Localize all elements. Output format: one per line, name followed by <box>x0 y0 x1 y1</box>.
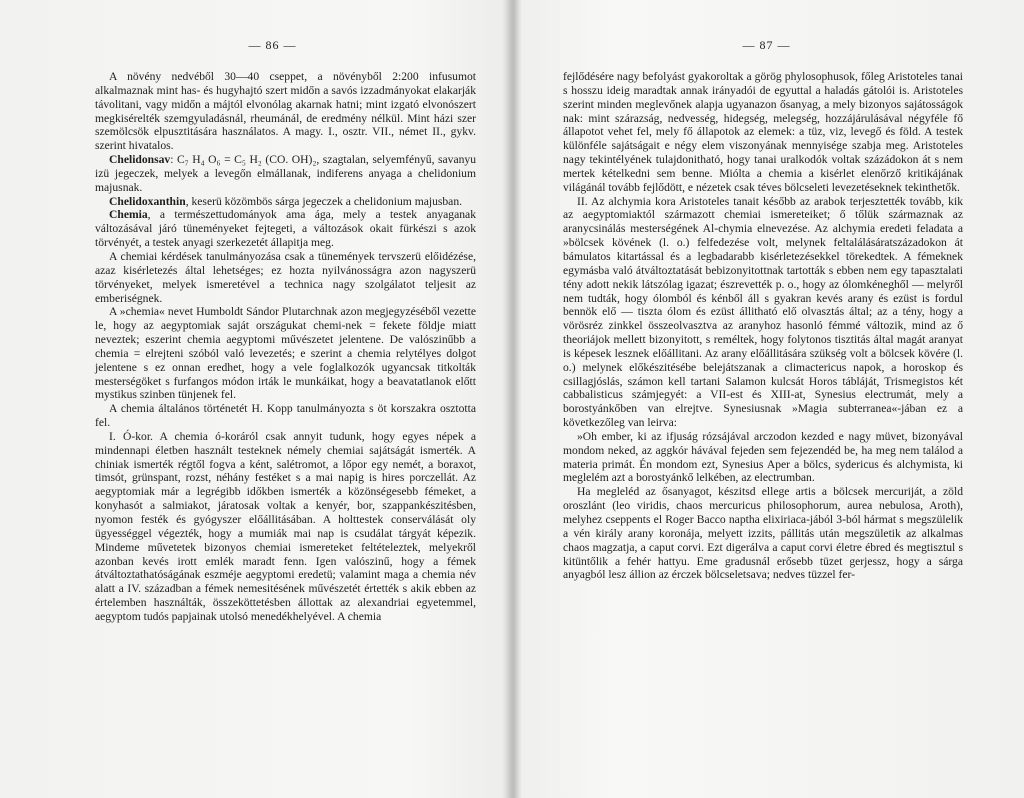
page-number-right: — 87 — <box>742 38 791 52</box>
paragraph: I. Ó-kor. A chemia ó-koráról csak annyit tudunk, hogy egyes népek a mindennapi életben használt testeknek némely chemiai sajátságát ismerték. A chiniak ismerték régtől fogva a ként, salétromot, a lőpor egy nemét, a boraxot, timsót, grünspant, rozst, néhány festéket s a mai napig is hires porczellát. Az aegyptomiak már a legrégibb időkben ismerték a közönségesebb fémeket, a konyhasót a salmiakot, járatosak voltak a kenyér, bor, szappankészitésben, nyomon festék és gyógyszer előállitásában. A holttestek conserválását oly ügyességgel végezték, hogy a mumiák mai nap is csudálat tárgyát képezik. Mindeme művetetek bizonyos chemiai ismereteket feltételeztek, melyekről azonban kevés irott emlék maradt fenn. Igen valószinű, hogy a fémek átváltoztathatóságának eszméje aegyptomi eredetü; valamint maga a chemia név alatt a IV. században a fémek nemesitésének művészetét értették s akik ebben az értelemben használták, összeköttetésben állottak az alexandriai egyetemmel, aegyptom tudós papjainak utolsó menedékhelyével. A chemia <box>95 429 476 623</box>
page-number-left: — 86 — <box>248 38 297 52</box>
entry-text: , a természettudományok ama ága, mely a testek anyaganak változásával járó tüneményeket fejtegeti, a változások okait fürkészi s azok törvényét, a testek anyagi szerkezetét állapitja meg. <box>95 208 476 250</box>
left-page <box>0 0 505 798</box>
paragraph: A chemiai kérdések tanulmányozása csak a tünemények tervszerü előidézése, azaz kisérletezés által lehetséges; ez hozta nyilvánosságra azon nagyszerü törvényeket, melyek ismeretével a technica nagy szolgálatot teljesit az emberiségnek. <box>95 249 476 305</box>
right-page <box>519 0 1024 798</box>
paragraph-entry-chelidonsav <box>95 153 476 195</box>
entry-term: Chelidoxanthin <box>109 194 186 208</box>
paragraph-entry-chelidoxanthin <box>95 195 476 209</box>
entry-term: Chelidonsav <box>109 153 171 167</box>
entry-text: : C₇ H₄ O₆ = C₅ H₂ (CO. OH)₂, szagtalan, selyemfényű, savanyu izü jegeczek, melyek a levegőn elmállanak, indiferens anyaga a chelidonium majusnak. <box>95 153 476 194</box>
book-gutter <box>505 0 519 798</box>
entry-text: , keserü közömbös sárga jegeczek a chelidonium majusban. <box>185 194 463 208</box>
right-page-text <box>563 70 963 582</box>
entry-term: Chemia <box>109 208 148 222</box>
paragraph: A »chemia« nevet Humboldt Sándor Plutarchnak azon megjegyzéséből vezette le, hogy az aegyptomiak saját országukat chemi-nek = fekete földje miatt neveztek; eszerint chemia aegyptomi művészetet jelentene. De valószinűbb a chemia = elrejteni szóból való levezetés; e szerint a chemia relytélyes dolgot jelentene s ez onnan eredhet, hogy a vele foglalkozók ugyancsak titkolták mesterségöket s furfangos módon irták le munkáikat, hogy a beavatatlanok előtt mystikus szinben tünjenek fel. <box>95 305 476 402</box>
paragraph-entry-chemia <box>95 208 476 250</box>
paragraph: Ha megleléd az ősanyagot, készitsd ellege artis a bölcsek mercuriját, a zöld oroszlánt (leo viridis, chaos mercuricus philosophorum, aurea nebulosa, Aroth), melyhez cseppents el Roger Bacco naptha elixiriaca-jából 3-ból hármat s megszülelik a vén király arany koronája, melyett izzits, pállitás után megszületik az alkalmas chaos magzatja, a caput corvi. Ezt digerálva a caput corvi életre ébred és megtisztul s kitüntőlik a fehér hattyu. Eme gradusnál erősebb tüzet gerjessz, hogy a sárga anyagból lesz állion az érczek bölcseletsava; nedves tüzzel fer- <box>563 485 963 582</box>
paragraph: II. Az alchymia kora Aristoteles tanait később az arabok terjesztették tovább, kik az aegyptomiaktól származott chemiai ismereteiket; ő tőlük származnak az aranycsinálás mesterségének Al-chymia elnevezése. Az alchymia eredeti feladata a »bölcsek kövének (l. o.) felfedezése volt, melynek feltalálásáratszázadokon át bámulatos kitartással és a legbadarabb kisérletezésekkel törekedtek. A fémeknek egymásba való átváltoztatását bebizonyitottnak tartották s ebben nem egy tapasztalati tény adott nekik látszólag igazat; észrevették p. o., hogy az ólomkéneghől — melyről nem tudták, hogy ólomból és kénből áll s gyakran kevés arany és ezüst is fordul bennök elő — tiszta ólom és ezüst állitható elő olvasztás által; az a tény, hogy a vörösréz zinkkel összeolvasztva az aranyhoz hasonló fémmé változik, mind az ő theoriájok mellett bizonyitott, s reméltek, hogy folytonos tisztitás által magát aranyat is képesek lesznek előállitani. Az arany előállitására szükség volt a bölcsek kövére (l. o.) melynek előkészitésébe belejátszanak a climactericus napok, a horoskop és csillagjóslás, számon kell tartani Salamon kulcsát Horos tábláját, Trismegistos két cabbalisticus számjegyét: a VII-est és XIII-at, Synesius electrumát, mely a borostyánkőben van elrejtve. Synesiusnak »Magia subterranea«-jában ez a következőleg van leirva: <box>563 194 963 430</box>
paragraph: A chemia általános történetét H. Kopp tanulmányozta s öt korszakra osztotta fel. <box>95 402 476 430</box>
paragraph: fejlődésére nagy befolyást gyakoroltak a görög phylosophusok, főleg Aristoteles tanai s hosszu ideig maradtak annak irányadói de egyuttal a haladás gátolói is. Aristoteles szerint minden meglevőnek alapja ugyanazon ősanyag, a mely bizonyos sajátosságok nak: mint szárazság, nedvesség, hidegség, melegség, hozzájárulásával négyféle fő állapotot vehet fel, mely fő állapotok az elemek: a tüz, viz, levegő és föld. A testek különféle sajátságait e négy elem viszonyának mennyisége szabja meg. Aristoteles nagy tekintélyének tulajdonitható, hogy tanai uralkodók voltak százádokon át s nem mertek kételkedni sem benne. Miólta a chemia a kisérlet elenőrző kritikájának világánál tovább fejlődött, e nézetek csak téves bölcseleti levezetéseknek tekinthetők. <box>563 70 963 194</box>
paragraph: A növény nedvéből 30—40 cseppet, a növényből 2:200 infusumot alkalmaznak mint has- és hugyhajtó szert midőn a savós izzadmányokat elakarják távolitani, vagy midőn a májtól elvonólag akarnak hatni; mint izgató elvonószert megkisérelték szemgyuladásnál, rheumánál, de eredmény nélkül. Mint házi szer szemölcsök elpusztitására használatos. A magy. I., osztr. VII., német II., gykv. szerint hivatalos. <box>95 70 476 153</box>
paragraph-quote: »Oh ember, ki az ifjuság rózsájával arczodon kezded e nagy müvet, bizonyával mondom neked, az aggkór hávával fejeden sem fejezendéd be, ha meg nem találod a materia primát. Én mondom ezt, Synesius Aper a bölcs, sydericus és alchymista, ki meglelém azt a borostyánkő lelkében, az electrumban. <box>563 429 963 485</box>
left-page-text <box>95 70 476 624</box>
